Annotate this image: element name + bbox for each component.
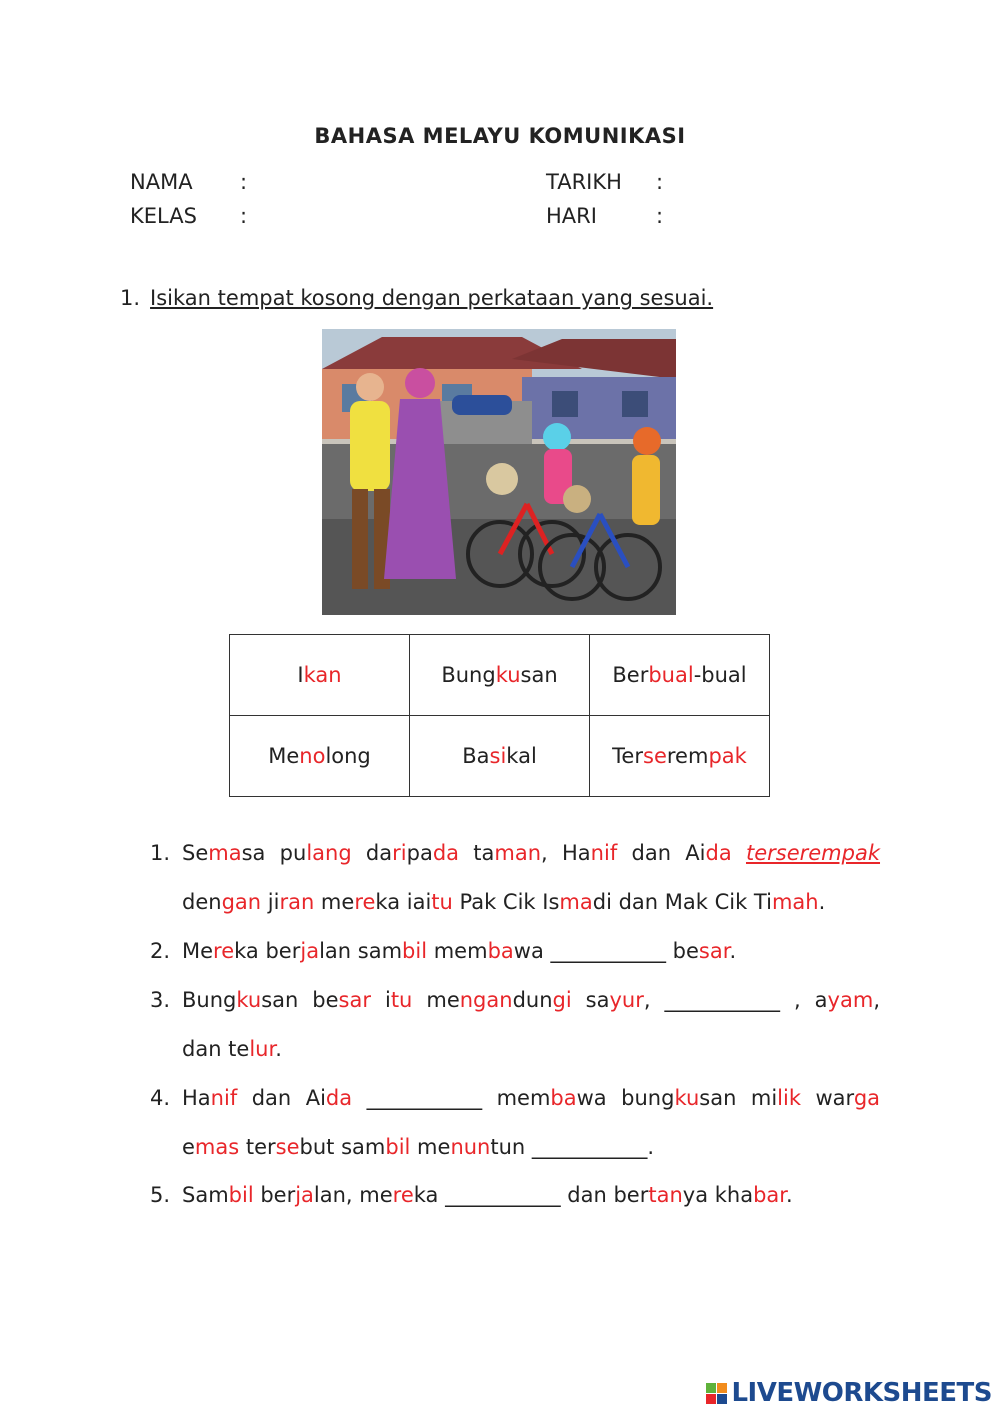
question-2 bbox=[150, 936, 880, 966]
text-segment: da bbox=[351, 841, 393, 865]
question-line bbox=[182, 1086, 880, 1110]
highlighted-syllable: tu bbox=[390, 988, 413, 1012]
nama-colon: : bbox=[240, 170, 248, 194]
word-cell bbox=[590, 635, 770, 716]
highlighted-syllable: ga bbox=[853, 1086, 881, 1110]
text-segment: Bung bbox=[441, 663, 496, 687]
highlighted-syllable: se bbox=[275, 1135, 300, 1159]
text-segment: sa bbox=[571, 988, 610, 1012]
question-number: 4. bbox=[150, 1086, 171, 1110]
text-segment: Pak Cik Is bbox=[452, 890, 560, 914]
text-segment: dun bbox=[512, 988, 553, 1012]
highlighted-syllable: lik bbox=[777, 1086, 802, 1110]
text-segment: dan Ai bbox=[237, 1086, 326, 1110]
highlighted-syllable: ngan bbox=[459, 988, 513, 1012]
highlighted-syllable: da bbox=[705, 841, 732, 865]
text-segment: lan, me bbox=[313, 1183, 393, 1207]
word-cell bbox=[410, 635, 590, 716]
text-segment: Ber bbox=[612, 663, 649, 687]
text-segment: ter bbox=[239, 1135, 276, 1159]
question-4 bbox=[150, 1083, 880, 1162]
question-line bbox=[182, 1183, 793, 1207]
highlighted-syllable: pak bbox=[708, 744, 747, 768]
word-cell bbox=[590, 716, 770, 797]
text-segment: san be bbox=[261, 988, 339, 1012]
text-segment: ta bbox=[459, 841, 495, 865]
highlighted-syllable: ma bbox=[559, 890, 593, 914]
text-segment: I bbox=[297, 663, 304, 687]
question-3 bbox=[150, 985, 880, 1064]
instruction bbox=[120, 286, 713, 310]
highlighted-syllable: se bbox=[643, 744, 667, 768]
text-segment: e bbox=[182, 1135, 195, 1159]
highlighted-syllable: ba bbox=[487, 939, 514, 963]
highlighted-syllable: ku bbox=[674, 1086, 700, 1110]
highlighted-syllable: sar bbox=[698, 939, 730, 963]
word-cell bbox=[230, 716, 410, 797]
word-bank-row bbox=[230, 635, 770, 716]
kelas-label: KELAS bbox=[130, 204, 197, 228]
text-segment: -bual bbox=[693, 663, 747, 687]
liveworksheets-logo bbox=[706, 1378, 992, 1408]
tarikh-label: TARIKH bbox=[546, 170, 622, 194]
text-segment: me bbox=[410, 1135, 451, 1159]
text-segment: me bbox=[314, 890, 355, 914]
text-segment: di dan Mak Cik Ti bbox=[592, 890, 772, 914]
highlighted-syllable: da bbox=[432, 841, 460, 865]
text-segment: Ba bbox=[462, 744, 490, 768]
highlighted-syllable: no bbox=[299, 744, 326, 768]
text-segment: ka ber bbox=[234, 939, 301, 963]
highlighted-syllable: kan bbox=[303, 663, 342, 687]
text-segment: , Ha bbox=[541, 841, 591, 865]
word-cell bbox=[230, 635, 410, 716]
text-segment: ___________ mem bbox=[352, 1086, 551, 1110]
highlighted-syllable: bil bbox=[385, 1135, 411, 1159]
highlighted-syllable: nun bbox=[450, 1135, 491, 1159]
instruction-number: 1. bbox=[120, 286, 141, 310]
text-segment: Ter bbox=[612, 744, 643, 768]
text-segment: . bbox=[818, 890, 826, 914]
question-line bbox=[182, 939, 736, 963]
logo-square bbox=[717, 1394, 727, 1404]
word-bank-table bbox=[229, 634, 770, 797]
highlighted-syllable: si bbox=[489, 744, 507, 768]
text-segment: lan sam bbox=[319, 939, 403, 963]
highlighted-syllable: ran bbox=[279, 890, 315, 914]
tarikh-colon: : bbox=[656, 170, 664, 194]
highlighted-syllable: ku bbox=[236, 988, 262, 1012]
highlighted-syllable: tu bbox=[431, 890, 453, 914]
highlighted-syllable: bar bbox=[753, 1183, 786, 1207]
logo-square bbox=[706, 1394, 716, 1404]
highlighted-syllable: yur bbox=[609, 988, 644, 1012]
highlighted-syllable: tan bbox=[648, 1183, 683, 1207]
highlighted-syllable: bil bbox=[228, 1183, 254, 1207]
highlighted-syllable: nif bbox=[210, 1086, 238, 1110]
text-segment: war bbox=[801, 1086, 854, 1110]
question-line bbox=[150, 1034, 880, 1064]
question-number: 5. bbox=[150, 1183, 171, 1207]
text-segment: kal bbox=[506, 744, 537, 768]
question-number: 1. bbox=[150, 841, 171, 865]
text-segment: pa bbox=[406, 841, 433, 865]
question-line bbox=[150, 887, 880, 917]
question-number: 2. bbox=[150, 939, 171, 963]
text-segment: ber bbox=[253, 1183, 296, 1207]
hari-label: HARI bbox=[546, 204, 597, 228]
text-segment: ka iai bbox=[375, 890, 432, 914]
text-segment: ji bbox=[261, 890, 280, 914]
highlighted-syllable: re bbox=[213, 939, 235, 963]
text-segment: Me bbox=[182, 939, 214, 963]
text-segment: , bbox=[873, 988, 880, 1012]
highlighted-syllable: bual bbox=[648, 663, 694, 687]
highlighted-syllable: mah bbox=[771, 890, 819, 914]
highlighted-syllable: ja bbox=[295, 1183, 314, 1207]
text-segment: Me bbox=[268, 744, 300, 768]
word-cell bbox=[410, 716, 590, 797]
text-segment: dan Ai bbox=[617, 841, 706, 865]
nama-label: NAMA bbox=[130, 170, 193, 194]
highlighted-syllable: re bbox=[354, 890, 376, 914]
text-segment: san mi bbox=[699, 1086, 778, 1110]
highlighted-syllable: yam bbox=[827, 988, 874, 1012]
highlighted-syllable: re bbox=[392, 1183, 414, 1207]
logo-square bbox=[706, 1383, 716, 1393]
text-segment: den bbox=[182, 890, 222, 914]
text-segment: long bbox=[325, 744, 371, 768]
text-segment: me bbox=[412, 988, 460, 1012]
text-segment: ya kha bbox=[682, 1183, 754, 1207]
highlighted-syllable: man bbox=[494, 841, 542, 865]
text-segment: rem bbox=[666, 744, 709, 768]
hari-colon: : bbox=[656, 204, 664, 228]
highlighted-syllable: ba bbox=[550, 1086, 577, 1110]
logo-text: LIVEWORKSHEETS bbox=[731, 1378, 992, 1408]
logo-square bbox=[717, 1383, 727, 1393]
text-segment: i bbox=[371, 988, 391, 1012]
text-segment: , ___________ , a bbox=[643, 988, 828, 1012]
text-segment: . bbox=[729, 939, 737, 963]
highlighted-syllable: lur bbox=[249, 1037, 276, 1061]
text-segment: sa pu bbox=[241, 841, 307, 865]
highlighted-syllable: ri bbox=[392, 841, 407, 865]
question-1 bbox=[150, 838, 880, 917]
text-segment: Ha bbox=[182, 1086, 211, 1110]
question-line bbox=[182, 988, 880, 1012]
text-segment: Sam bbox=[182, 1183, 229, 1207]
question-5 bbox=[150, 1180, 880, 1210]
text-segment: wa bung bbox=[576, 1086, 675, 1110]
highlighted-syllable: gan bbox=[221, 890, 262, 914]
highlighted-syllable: nif bbox=[590, 841, 618, 865]
text-segment: wa ___________ be bbox=[513, 939, 699, 963]
text-segment: dan te bbox=[182, 1037, 250, 1061]
highlighted-syllable: mas bbox=[194, 1135, 240, 1159]
text-segment: tun ___________. bbox=[490, 1135, 655, 1159]
text-segment: but sam bbox=[299, 1135, 386, 1159]
highlighted-syllable: gi bbox=[552, 988, 572, 1012]
word-bank-row bbox=[230, 716, 770, 797]
question-number: 3. bbox=[150, 988, 171, 1012]
highlighted-syllable: bil bbox=[402, 939, 428, 963]
text-segment: mem bbox=[427, 939, 488, 963]
text-segment: Bung bbox=[182, 988, 237, 1012]
text-segment: ka ___________ dan ber bbox=[413, 1183, 649, 1207]
highlighted-syllable: ja bbox=[300, 939, 320, 963]
text-segment: Se bbox=[182, 841, 209, 865]
worksheet-title: BAHASA MELAYU KOMUNIKASI bbox=[314, 124, 686, 148]
illustration-family-with-bicycles bbox=[322, 329, 676, 615]
question-line bbox=[150, 1132, 880, 1162]
question-line bbox=[182, 841, 880, 865]
highlighted-syllable: lang bbox=[306, 841, 352, 865]
text-segment: . bbox=[786, 1183, 793, 1207]
highlighted-syllable: sar bbox=[338, 988, 371, 1012]
text-segment bbox=[732, 841, 746, 865]
logo-mark-icon bbox=[706, 1383, 727, 1404]
instruction-text: Isikan tempat kosong dengan perkataan yang sesuai. bbox=[150, 286, 714, 310]
text-segment: san bbox=[520, 663, 558, 687]
text-segment: . bbox=[275, 1037, 282, 1061]
filled-answer: terserempak bbox=[745, 841, 881, 865]
kelas-colon: : bbox=[240, 204, 248, 228]
highlighted-syllable: ku bbox=[495, 663, 521, 687]
highlighted-syllable: da bbox=[325, 1086, 353, 1110]
highlighted-syllable: ma bbox=[208, 841, 242, 865]
